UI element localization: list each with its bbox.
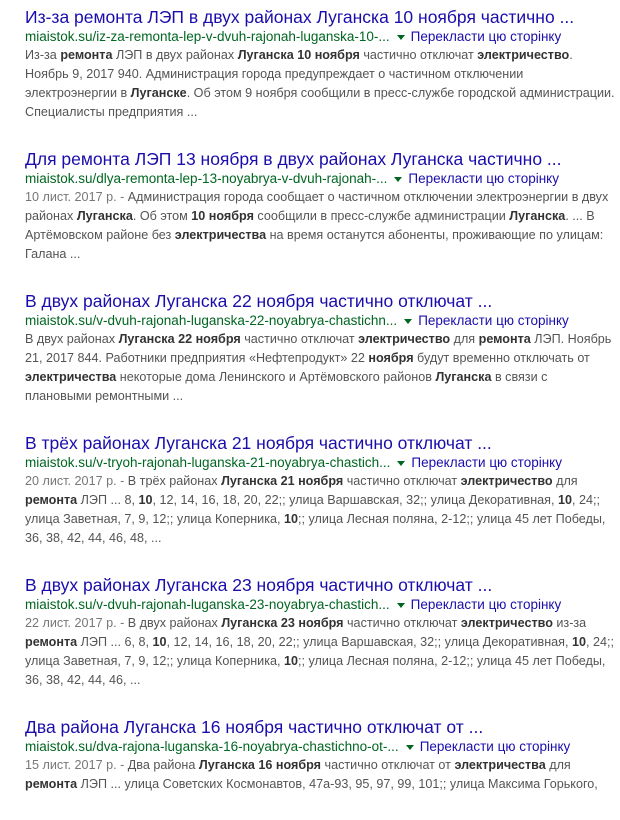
snippet-highlight: электричество xyxy=(358,332,451,346)
search-result xyxy=(25,574,615,690)
snippet-segment: частично отключат xyxy=(343,616,461,630)
translate-page-link[interactable]: Перекласти цю сторінку xyxy=(418,313,569,328)
snippet-highlight: Луганска xyxy=(509,209,566,223)
snippet-highlight: Луганска 23 ноября xyxy=(221,616,344,630)
snippet-segment: ЛЭП ... улица Советских Космонавтов, 47а-93, 95, 97, 99, 101;; улица Максима Горького, xyxy=(77,777,598,791)
result-date: 10 лист. 2017 р. - xyxy=(25,190,128,204)
snippet-segment: в связи с плановыми ремонтными ... xyxy=(25,370,548,403)
snippet-segment: для xyxy=(545,758,571,772)
snippet-highlight: ремонта xyxy=(25,777,78,791)
snippet-highlight: 10 xyxy=(283,654,298,668)
snippet-segment: для xyxy=(552,474,578,488)
snippet-segment: ;; улица Лесная поляна, 2-12;; улица 45 лет Победы, 36, 38, 42, 44, 46, 48, ... xyxy=(25,512,606,545)
snippet-highlight: Луганске xyxy=(130,86,187,100)
snippet-segment: . ... В Артёмовском районе без xyxy=(25,209,595,242)
translate-page-link[interactable]: Перекласти цю сторінку xyxy=(411,455,562,470)
result-meta xyxy=(25,738,615,756)
caret-down-icon[interactable] xyxy=(397,35,405,40)
snippet-highlight: ремонта xyxy=(60,48,113,62)
result-meta xyxy=(25,170,615,188)
snippet-segment: некоторые дома Ленинского и Артёмовского районов xyxy=(116,370,436,384)
result-url[interactable]: miaistok.su/v-tryoh-rajonah-luganska-21-noyabrya-chastich... xyxy=(25,455,391,470)
snippet-segment: , 24;; улица Заветная, 7, 9, 12;; улица Коперника, xyxy=(25,635,615,668)
snippet-highlight: электричества xyxy=(454,758,546,772)
snippet-segment: . Об этом 9 ноября сообщили в пресс-службе городской администрации. Специалисты предприятия ... xyxy=(25,86,615,119)
result-title-link[interactable]: Для ремонта ЛЭП 13 ноября в двух районах Луганска частично ... xyxy=(25,149,562,169)
result-meta xyxy=(25,28,615,46)
result-title-link[interactable]: В двух районах Луганска 22 ноября частично отключат ... xyxy=(25,291,493,311)
result-snippet xyxy=(25,472,615,548)
snippet-highlight: Луганска xyxy=(76,209,133,223)
result-snippet xyxy=(25,188,615,264)
snippet-segment: , 12, 14, 16, 18, 20, 22;; улица Варшавская, 32;; улица Декоративная, xyxy=(166,635,572,649)
search-result xyxy=(25,716,615,794)
result-snippet xyxy=(25,46,615,122)
result-title-link[interactable]: Два района Луганска 16 ноября частично отключат от ... xyxy=(25,717,484,737)
result-meta xyxy=(25,596,615,614)
snippet-highlight: 10 xyxy=(557,493,572,507)
snippet-segment: ЛЭП в двух районах xyxy=(112,48,238,62)
translate-page-link[interactable]: Перекласти цю сторінку xyxy=(410,29,562,44)
snippet-highlight: Луганска 22 ноября xyxy=(118,332,241,346)
search-results xyxy=(25,6,615,820)
snippet-highlight: электричество xyxy=(477,48,570,62)
search-result xyxy=(25,290,615,406)
result-date: 22 лист. 2017 р. - xyxy=(25,616,128,630)
result-title-link[interactable]: В двух районах Луганска 23 ноября частично отключат ... xyxy=(25,575,493,595)
snippet-segment: частично отключат xyxy=(240,332,359,346)
snippet-highlight: ремонта xyxy=(25,493,78,507)
result-url[interactable]: miaistok.su/iz-za-remonta-lep-v-dvuh-rajonah-luganska-10-... xyxy=(25,29,390,44)
snippet-segment: ;; улица Лесная поляна, 2-12;; улица 45 лет Победы, 36, 38, 42, 44, 46, ... xyxy=(25,654,606,687)
snippet-segment: Из-за xyxy=(25,48,61,62)
result-date: 20 лист. 2017 р. - xyxy=(25,474,128,488)
snippet-segment: , 12, 14, 16, 18, 20, 22;; улица Варшавская, 32;; улица Декоративная, xyxy=(152,493,558,507)
snippet-segment: частично отключат xyxy=(359,48,478,62)
snippet-highlight: электричество xyxy=(460,616,553,630)
snippet-segment: . Ноябрь 9, 2017 940. Администрация города предупреждает о частичном отключении электроэнергии в xyxy=(25,48,573,100)
snippet-highlight: электричества xyxy=(174,228,267,242)
snippet-segment: из-за xyxy=(552,616,587,630)
snippet-segment: для xyxy=(450,332,479,346)
snippet-highlight: 10 ноября xyxy=(191,209,254,223)
result-url[interactable]: miaistok.su/v-dvuh-rajonah-luganska-22-noyabrya-chastichn... xyxy=(25,313,398,328)
snippet-highlight: Луганска 16 ноября xyxy=(198,758,322,772)
snippet-segment: Администрация города сообщает о частичном отключении электроэнергии в двух районах xyxy=(25,190,609,223)
snippet-segment: В двух районах xyxy=(127,616,222,630)
snippet-segment: ЛЭП ... 6, 8, xyxy=(77,635,153,649)
snippet-segment: частично отключат от xyxy=(321,758,455,772)
result-meta xyxy=(25,454,615,472)
snippet-highlight: 10 xyxy=(138,493,153,507)
snippet-highlight: электричества xyxy=(25,370,117,384)
translate-page-link[interactable]: Перекласти цю сторінку xyxy=(408,171,559,186)
snippet-segment: Два района xyxy=(127,758,199,772)
snippet-segment: , 24;; улица Заветная, 7, 9, 12;; улица Коперника, xyxy=(25,493,601,526)
result-url[interactable]: miaistok.su/dlya-remonta-lep-13-noyabrya-v-dvuh-rajonah-... xyxy=(25,171,388,186)
result-url[interactable]: miaistok.su/v-dvuh-rajonah-luganska-23-noyabrya-chastich... xyxy=(25,597,390,612)
caret-down-icon[interactable] xyxy=(397,461,405,466)
result-snippet xyxy=(25,756,615,794)
snippet-highlight: электричество xyxy=(460,474,553,488)
snippet-highlight: 10 xyxy=(571,635,586,649)
snippet-segment: на время останутся абоненты, проживающие по улицам: Галана ... xyxy=(25,228,604,261)
snippet-text xyxy=(25,48,615,119)
snippet-segment: частично отключат xyxy=(343,474,461,488)
snippet-highlight: 10 xyxy=(152,635,167,649)
caret-down-icon[interactable] xyxy=(406,745,414,750)
snippet-highlight: 10 xyxy=(283,512,298,526)
snippet-segment: ЛЭП ... 8, xyxy=(77,493,139,507)
snippet-highlight: Луганска 21 ноября xyxy=(221,474,344,488)
snippet-segment: будут временно отключать от xyxy=(413,351,590,365)
search-result xyxy=(25,148,615,264)
snippet-segment: ЛЭП. Ноябрь 21, 2017 844. Работники предприятия «Нефтепродукт» 22 xyxy=(25,332,612,365)
translate-page-link[interactable]: Перекласти цю сторінку xyxy=(410,597,562,612)
caret-down-icon[interactable] xyxy=(404,319,412,324)
result-date: 15 лист. 2017 р. - xyxy=(25,758,128,772)
result-title-link[interactable]: Из-за ремонта ЛЭП в двух районах Луганска 10 ноября частично ... xyxy=(25,7,575,27)
caret-down-icon[interactable] xyxy=(394,177,402,182)
result-snippet xyxy=(25,330,615,406)
snippet-text xyxy=(25,332,611,403)
result-snippet xyxy=(25,614,615,690)
result-meta xyxy=(25,312,615,330)
snippet-segment: В двух районах xyxy=(25,332,119,346)
snippet-highlight: ноября xyxy=(368,351,414,365)
snippet-segment: В трёх районах xyxy=(127,474,222,488)
snippet-highlight: ремонта xyxy=(25,635,78,649)
search-result xyxy=(25,6,615,122)
snippet-segment: . Об этом xyxy=(132,209,192,223)
snippet-highlight: Луганска xyxy=(435,370,492,384)
caret-down-icon[interactable] xyxy=(397,603,405,608)
search-result xyxy=(25,432,615,548)
snippet-highlight: ремонта xyxy=(478,332,531,346)
result-title-link[interactable]: В трёх районах Луганска 21 ноября частично отключат ... xyxy=(25,433,492,453)
translate-page-link[interactable]: Перекласти цю сторінку xyxy=(419,739,571,754)
snippet-segment: сообщили в пресс-службе администрации xyxy=(253,209,510,223)
snippet-highlight: Луганска 10 ноября xyxy=(237,48,360,62)
result-url[interactable]: miaistok.su/dva-rajona-luganska-16-noyabrya-chastichno-ot-... xyxy=(25,739,399,754)
